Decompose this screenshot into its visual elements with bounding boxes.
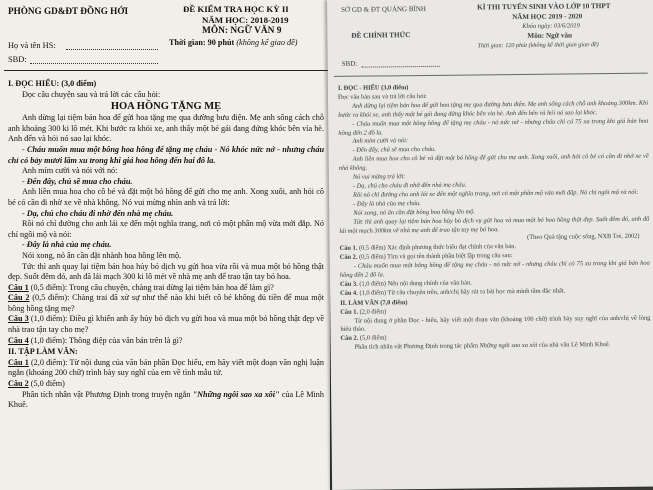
left-writing-label: Câu 2 <box>8 379 29 389</box>
left-question-label: Câu 3 <box>8 314 29 324</box>
left-question-text: (1,0 điểm): Điều gì khiến anh ấy hủy bỏ dịch vụ gửi hoa và mua một bó hồng thật đẹp về nhà trao tận tay cho mẹ? <box>8 314 325 335</box>
left-question <box>8 293 324 314</box>
right-final-task <box>341 341 651 353</box>
right-question-text: (1,0 điểm) Nêu nội dung chính của văn bản. <box>357 279 472 288</box>
right-question-label: Câu 2. <box>339 253 358 262</box>
right-divider <box>334 73 648 77</box>
left-time: Thời gian: 90 phút <box>169 38 235 47</box>
right-writing-label: Câu 2. <box>340 335 359 343</box>
right-final-b: Những ngôi sao xa xôi <box>479 342 538 350</box>
left-question <box>8 336 324 347</box>
left-divider <box>4 70 328 71</box>
right-dept: SỞ GD & ĐT QUẢNG BÌNH <box>341 4 427 14</box>
right-question-label: Câu 1. <box>339 245 358 253</box>
right-exam-sheet <box>327 0 653 490</box>
left-para: Rồi nó chỉ đường cho anh lái xe đến một nghĩa trang, nơi có một phần mộ vừa mới đắp. Nó chỉ ngôi mộ và nói: <box>8 219 324 239</box>
left-para: Tức thì anh quay lại tiệm bán hoa hủy bỏ dịch vụ gửi hoa vừa rồi và mua một bó hồng thật đẹp. Suốt đêm đó, anh đã lái mạch 300 ki lô mét về nhà mẹ anh để trao tận tay bó hoa. <box>8 261 324 282</box>
left-para: Anh dừng lại tiệm bán hoa để gửi hoa tặng mẹ qua đường bưu điện. Mẹ anh sống cách chỗ anh khoảng 300 ki lô mét. Khi bước ra khỏi xe, anh thấy một bé gái đang đứng khóc bên vỉa hè. Anh đến và hỏi nó sao lại khóc. <box>8 113 324 144</box>
left-subject: MÔN: NGỮ VĂN 9 <box>202 26 282 36</box>
left-year: NĂM HỌC: 2018-2019 <box>202 15 289 25</box>
right-para: - Cháu muốn mua một bông hồng để tặng mẹ cháu - nó nức nở - nhưng cháu chỉ có 75 xu trong khi giá bán hoa hồng đến 2 đô la. <box>338 117 649 137</box>
right-writing-text: Từ nội dung ở phần Đọc - hiểu, hãy viết một đoạn văn (khoảng 100 chữ) trình bày suy nghĩ của anh/chị về lòng hiếu thảo. <box>340 314 651 334</box>
left-writing-text: (2,0 điểm): Từ nội dung của văn bản phần Đọc hiểu, em hãy viết một đoạn văn nghị luận ngắn (khoảng 200 chữ) trình bày suy nghĩ của em về tình mẫu tử. <box>8 357 324 378</box>
left-question-label: Câu 2 <box>8 293 30 303</box>
right-final-a: Phân tích nhân vật Phương Định trong tác phẩm <box>354 342 478 352</box>
left-para: - Dạ, chú cho cháu đi nhờ đến nhà mẹ cháu. <box>22 208 174 218</box>
left-final-c: của Lê Minh Khuê. <box>8 389 324 410</box>
left-question-label: Câu 4 <box>8 335 29 345</box>
right-writing-text: (2,0 điểm) <box>357 308 387 316</box>
right-body <box>328 81 653 354</box>
right-para: - Dạ, chú cho cháu đi nhờ đến nhà mẹ cháu. <box>352 181 467 190</box>
left-writing-label: Câu 1 <box>8 357 29 367</box>
left-sbd-label: SBD: <box>8 55 27 64</box>
right-para: Anh dừng lại tiệm bán hoa để gửi hoa tặng mẹ qua đường bưu điện. Mẹ anh sống cách chỗ anh khoảng 300km. Khi bước ra khỏi xe, anh thấy một bé gái đang đứng khóc bên vỉa hè. Anh đến bên và hỏi nó sao lại khóc. <box>338 99 649 119</box>
left-para: - Đến đây, chú sẽ mua cho cháu. <box>22 176 133 186</box>
left-section-writing: II. TẬP LÀM VĂN: <box>8 347 78 357</box>
right-question-text: (0,5 điểm) Xác định phương thức biểu đạt chính của văn bản. <box>357 243 517 253</box>
left-dept: PHÒNG GD&ĐT ĐỒNG HỚI <box>8 6 129 16</box>
right-para: Nó vui mừng trả lời: <box>352 173 406 181</box>
left-name-blank <box>66 49 158 50</box>
left-section-reading: I. ĐỌC HIỂU: (3,0 điểm) <box>8 79 97 88</box>
left-final-task <box>8 390 324 411</box>
right-sbd-blank <box>362 66 440 68</box>
right-sbd-label: SBD: <box>341 59 358 68</box>
right-para: Tức thì anh quay lại tiệm bán hoa hủy bỏ dịch vụ gửi hoa và mua một bó hoa hồng thật đẹp. Suốt đêm đó, anh đã lái một mạch 300km về nhà mẹ anh để trao tận tay mẹ bó hoa. <box>339 215 650 235</box>
right-question-text: (0,5 điểm) Tìm và gọi tên thành phần biệt lập trong câu sau: <box>357 252 513 261</box>
left-question-text: (1,0 điểm): Thông điệp của văn bản trên là gì? <box>28 335 183 345</box>
right-writing-text: (5,0 điểm) <box>358 334 387 343</box>
left-para: Anh mỉm cười và nói với nó: <box>22 166 118 176</box>
right-para: - Đến đây, chú sẽ mua cho cháu. <box>352 146 436 155</box>
left-name-label: Họ và tên HS: <box>8 41 56 50</box>
right-para: - Đây là nhà của mẹ cháu. <box>353 199 421 208</box>
left-header <box>0 0 330 64</box>
right-question-text: - Cháu muốn mua một bông hồng để tặng mẹ cháu - nó nức nở - nhưng cháu chỉ có 75 xu trong khi giá bán hoa hồng đến 2 đô la. <box>339 259 650 279</box>
right-year: NĂM HỌC 2019 - 2020 <box>512 12 583 22</box>
right-section-reading: I. ĐỌC - HIỂU (3,0 điểm) <box>337 84 409 92</box>
left-para: Anh liền mua hoa cho cô bé và đặt một bó hồng để gửi cho mẹ anh. Xong xuôi, anh hỏi cô bé có cần đi nhờ xe về nhà không. Nó vui mừng nhìn anh và trả lời: <box>8 187 324 207</box>
right-question-label: Câu 4. <box>340 289 358 297</box>
right-header <box>327 0 653 68</box>
left-exam-title: ĐỀ KIỂM TRA HỌC KỲ II <box>183 4 289 14</box>
right-prompt: Đọc văn bản sau và trả lời câu hỏi: <box>337 92 427 101</box>
left-question-text: (0,5 điểm): Chàng trai đã xử sự như thế nào khi biết cô bé không đủ tiền để mua một bông hồng tặng mẹ? <box>8 293 324 313</box>
left-final-b: "Những ngôi sao xa xôi" <box>192 389 280 399</box>
left-para: - Đây là nhà của mẹ cháu. <box>22 240 112 250</box>
left-time-line <box>169 38 297 49</box>
right-exam-title: KÌ THI TUYỂN SINH VÀO LỚP 10 THPT <box>477 2 611 12</box>
left-para: Nói xong, nó ân cần đặt nhành hoa hồng lên mộ. <box>22 250 182 260</box>
right-para: Anh mỉm cười và nói: <box>352 137 409 146</box>
right-source: (Theo Quà tặng cuộc sống, NXB Trẻ, 2002) <box>527 233 640 242</box>
right-official: ĐỀ CHÍNH THỨC <box>351 31 411 40</box>
left-sbd-blank <box>30 63 158 64</box>
right-para: Rồi nó chỉ đường cho anh lái xe đến một nghĩa trang, nơi có một phần mộ vừa mới đắp. Nó chỉ ngôi mộ và nói: <box>353 188 639 199</box>
right-writing-label: Câu 1. <box>340 308 359 316</box>
right-final-c: của nhà văn Lê Minh Khuê. <box>538 341 611 350</box>
left-body <box>0 78 330 411</box>
right-section-writing: II. LÀM VĂN (7,0 điểm) <box>340 298 408 307</box>
right-para: Nói xong, nó ân cần đặt bông hoa hồng lên mộ. <box>353 208 476 217</box>
right-date: Khóa ngày: 03/6/2019 <box>522 22 580 30</box>
left-question-label: Câu 1 <box>8 282 29 292</box>
left-writing-text: (5,0 điểm) <box>28 379 65 389</box>
right-para: Anh liền mua hoa cho cô bé và đặt một bó hồng để gửi cho mẹ anh. Xong xuôi, anh hỏi cô bé có cần đi nhờ xe về nhà không. <box>338 152 649 173</box>
left-question <box>8 283 324 294</box>
left-question <box>8 314 324 335</box>
left-story-title: HOA HỒNG TẶNG MẸ <box>110 101 222 113</box>
right-question-label: Câu 3. <box>339 280 358 288</box>
left-writing-question <box>8 358 324 379</box>
right-question-text: (1,0 điểm) Từ câu chuyện trên, anh/chị hãy rút ra bài học mà mình tâm đắc nhất. <box>357 287 566 297</box>
left-prompt: Đọc câu chuyện sau và trả lời các câu hỏi: <box>22 89 161 99</box>
left-final-a: Phân tích nhân vật Phương Định trong truyện ngắn <box>22 389 191 399</box>
left-writing-question <box>8 379 324 390</box>
left-para: - Cháu muốn mua một bông hoa hồng để tặng mẹ cháu - Nó khóc nức nở - nhưng cháu chỉ có bảy mươi lăm xu trong khi giá hoa hồng đến hai đô la. <box>8 144 324 165</box>
left-time-note: (không kể giao đề) <box>236 38 298 47</box>
right-time: Thời gian: 120 phút (không kể thời gian giao đề) <box>477 41 599 50</box>
right-subject: Môn: Ngữ văn <box>527 31 573 40</box>
left-question-text: (0,5 điểm): Trong câu chuyện, chàng trai dừng lại tiệm bán hoa để làm gì? <box>28 282 274 292</box>
